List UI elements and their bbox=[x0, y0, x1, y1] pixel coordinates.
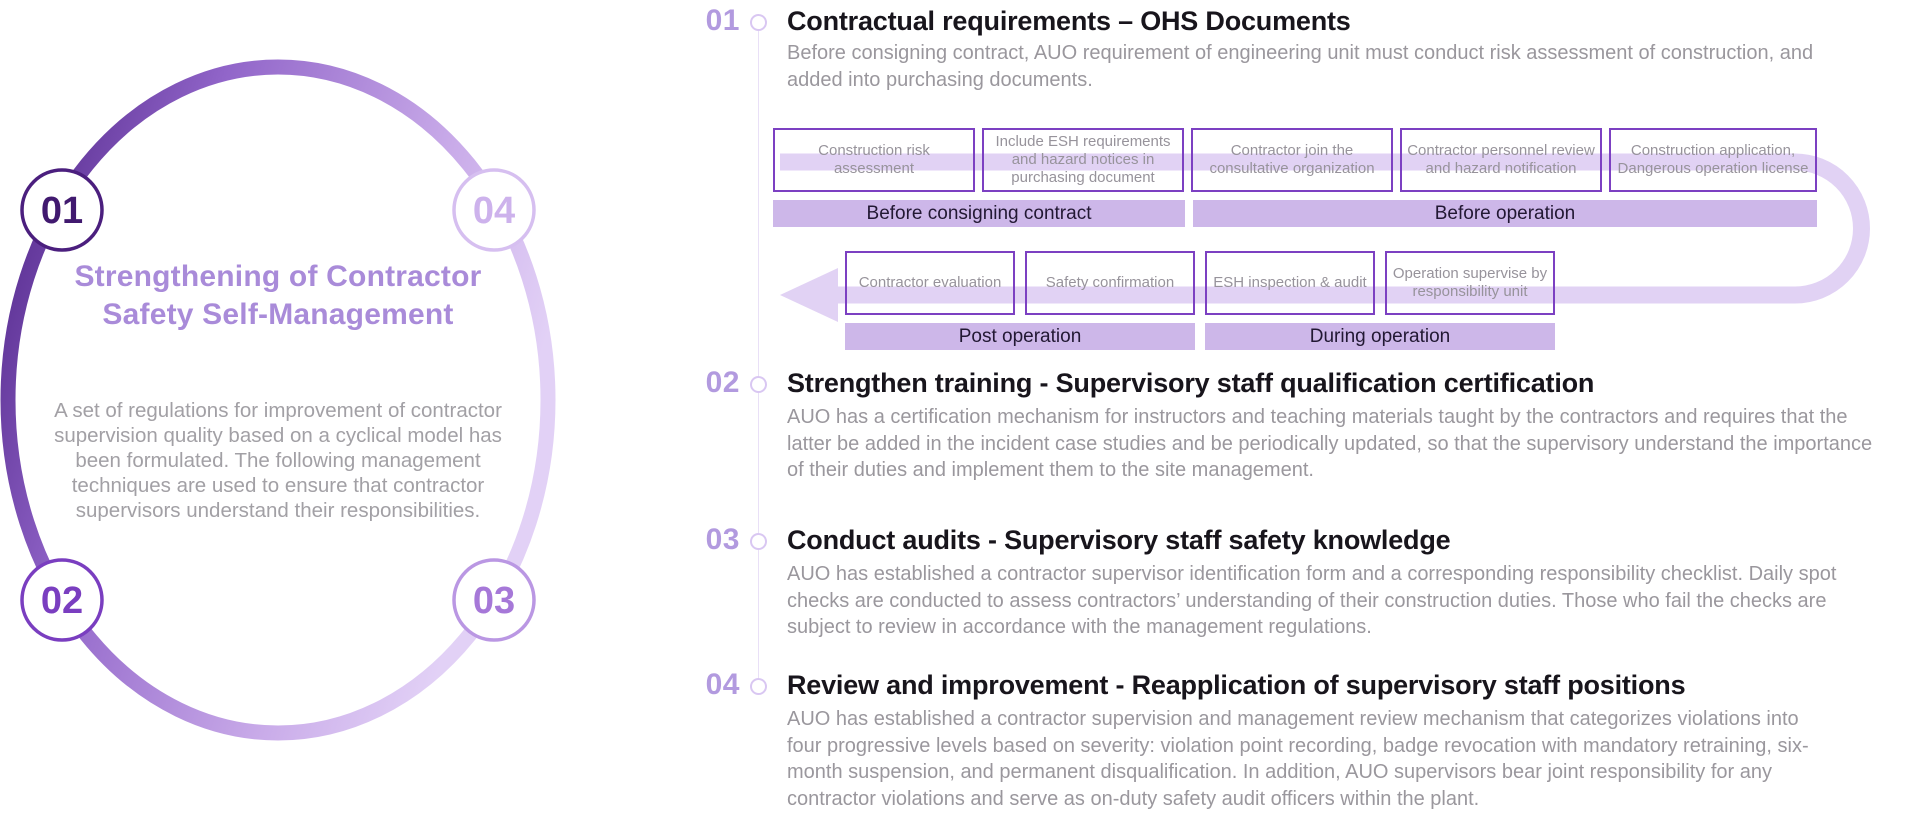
section-02-number: 02 bbox=[705, 366, 740, 399]
flow-box: ESH inspection & audit bbox=[1205, 251, 1375, 315]
section-04-body: AUO has established a contractor supervision and management review mechanism that categorizes violations into four progressive levels based on severity: violation point recording, badge revocation with mandatory retraining, six-month suspension, and permanent disqualification. In addition, AUO supervisors bear joint responsibility for any contractor violations and serve as on-duty safety audit officers within the plant. bbox=[787, 708, 1809, 810]
flow-box: Include ESH requirements and hazard notices in purchasing document bbox=[982, 128, 1184, 192]
badge-02 bbox=[22, 560, 102, 640]
section-01-body: Before consigning contract, AUO requirement of engineering unit must conduct risk assessment of construction, and added into purchasing documents. bbox=[787, 42, 1814, 91]
flow-box: Safety confirmation bbox=[1025, 251, 1195, 315]
badge-03 bbox=[454, 560, 534, 640]
section-02-title: Strengthen training - Supervisory staff qualification certification bbox=[787, 368, 1595, 398]
section-02-body: AUO has a certification mechanism for instructors and teaching materials taught by the contractors and requires that the latter be added in the incident case studies and be periodically updated, so that the supervisory understand the importance of their duties and implement them to the site management. bbox=[787, 406, 1873, 481]
section-03-body: AUO has established a contractor supervisor identification form and a corresponding responsibility checklist. Daily spot checks are conducted to assess contractors’ understanding of their construction duties. Those who fail the checks are subject to review in accordance with the management regulations. bbox=[787, 563, 1837, 638]
badge-04 bbox=[454, 170, 534, 250]
section-bullet-icon bbox=[750, 678, 767, 695]
badge-04-label: 04 bbox=[472, 190, 516, 232]
section-04-number: 04 bbox=[705, 668, 740, 701]
badge-02-label: 02 bbox=[40, 580, 84, 622]
flow-box: Contractor personnel review and hazard notification bbox=[1400, 128, 1602, 192]
phase-label: During operation bbox=[1205, 323, 1555, 350]
flow-box: Construction risk assessment bbox=[773, 128, 975, 192]
section-01-title: Contractual requirements – OHS Documents bbox=[787, 6, 1351, 36]
badge-01-label: 01 bbox=[40, 190, 84, 232]
section-bullet-icon bbox=[750, 533, 767, 550]
section-03-number: 03 bbox=[705, 523, 740, 556]
phase-label: Before consigning contract bbox=[773, 200, 1185, 227]
section-01-number: 01 bbox=[705, 4, 740, 37]
flow-box: Operation supervise by responsibility unit bbox=[1385, 251, 1555, 315]
section-04-title: Review and improvement - Reapplication of supervisory staff positions bbox=[787, 670, 1686, 700]
ohs-flow-diagram bbox=[730, 120, 1900, 355]
diagram-description: A set of regulations for improvement of contractor supervision quality based on a cyclical model has been formulated. The following management techniques are used to ensure that contractor supervisors understand their responsibilities. bbox=[54, 399, 502, 522]
section-03-title: Conduct audits - Supervisory staff safety knowledge bbox=[787, 525, 1451, 555]
badge-03-label: 03 bbox=[472, 580, 516, 622]
flow-box: Construction application, Dangerous operation license bbox=[1609, 128, 1817, 192]
section-bullet-icon bbox=[750, 14, 767, 31]
badge-01 bbox=[22, 170, 102, 250]
phase-label: Before operation bbox=[1193, 200, 1817, 227]
section-bullet-icon bbox=[750, 376, 767, 393]
flow-box: Contractor evaluation bbox=[845, 251, 1015, 315]
phase-label: Post operation bbox=[845, 323, 1195, 350]
flow-box: Contractor join the consultative organization bbox=[1191, 128, 1393, 192]
diagram-title: Strengthening of Contractor Safety Self-Management bbox=[74, 260, 482, 331]
